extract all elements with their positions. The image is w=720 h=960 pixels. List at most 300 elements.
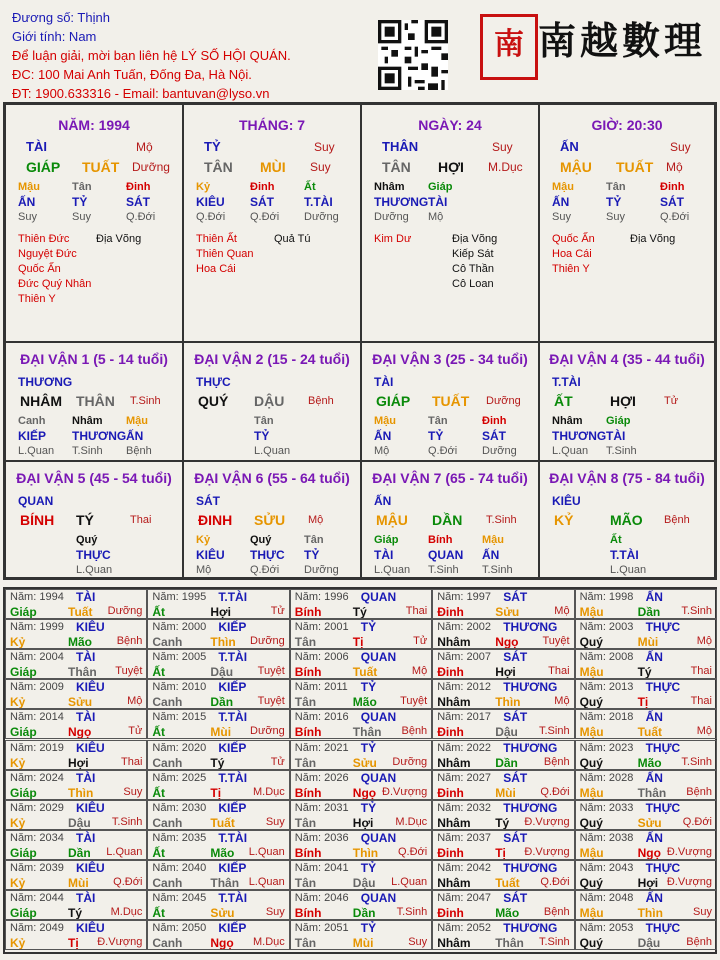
year-can: Bính xyxy=(294,906,322,920)
year-thapthan: TÀI xyxy=(76,590,96,604)
year-chi: Mão xyxy=(68,635,92,650)
star-right: Địa Võng xyxy=(452,233,498,245)
year-label: Năm: 2039 xyxy=(10,861,64,874)
year-label: Năm: 2048 xyxy=(579,892,634,904)
year-cell xyxy=(290,619,432,649)
year-label: Năm: 2026 xyxy=(294,771,349,784)
year-chi: Ngọ xyxy=(68,725,92,740)
year-chi: Tuất xyxy=(68,605,93,619)
year-label: Năm: 2046 xyxy=(294,892,349,904)
year-thapthan: THƯƠNG xyxy=(503,921,558,936)
year-thapthan: TỶ xyxy=(360,921,377,936)
daivan-thapthan: THỰC xyxy=(196,375,231,389)
year-can: Giáp xyxy=(10,605,37,619)
year-label: Năm: 1996 xyxy=(294,591,349,603)
year-thapthan: KIẾP xyxy=(218,860,247,875)
year-chi: Mùi xyxy=(352,936,374,951)
daivan-phase: Tử xyxy=(664,395,679,407)
year-phase: Q.Đới xyxy=(682,815,712,828)
star-left: Thiên Y xyxy=(18,293,56,305)
year-label: Năm: 2014 xyxy=(10,711,64,724)
hidden-thapthan: SÁT xyxy=(660,195,684,209)
year-can: Giáp xyxy=(10,785,37,800)
year-phase: Bệnh xyxy=(116,635,143,648)
hidden-stem: Tân xyxy=(254,415,274,427)
year-cell xyxy=(575,649,717,679)
year-chi: Tý xyxy=(68,906,83,920)
year-chi: Sửu xyxy=(210,906,235,920)
hidden-phase: Suy xyxy=(606,211,625,223)
year-can: Giáp xyxy=(10,906,37,920)
year-cell xyxy=(290,770,432,800)
hidden-thapthan: TÀI xyxy=(428,195,448,209)
hidden-thapthan: THƯƠNG xyxy=(72,429,127,443)
year-thapthan: ẤN xyxy=(645,830,663,845)
year-thapthan: ẤN xyxy=(645,710,663,725)
year-label: Năm: 2031 xyxy=(294,801,349,814)
year-can: Mậu xyxy=(579,665,604,680)
hidden-stem: Nhâm xyxy=(552,415,583,427)
year-cell xyxy=(147,740,289,770)
year-cell xyxy=(5,709,147,739)
contact-note: Để luận giải, mời bạn liên hệ LÝ SỐ HỘI QUÁN. xyxy=(12,48,291,63)
year-chi: Dần xyxy=(352,906,376,920)
year-phase: Mộ xyxy=(696,725,712,738)
year-cell xyxy=(575,709,717,739)
year-chi: Dậu xyxy=(210,665,234,680)
hidden-stem: Mậu xyxy=(18,181,40,193)
year-phase: Bệnh xyxy=(543,755,570,768)
year-thapthan: SÁT xyxy=(503,710,528,725)
year-thapthan: THỰC xyxy=(645,800,681,815)
year-label: Năm: 2033 xyxy=(579,801,634,814)
hidden-phase: Q.Đới xyxy=(250,564,280,576)
hidden-stem: Giáp xyxy=(428,181,453,193)
pillar-cell xyxy=(183,104,361,342)
year-thapthan: KIÊU xyxy=(76,860,105,875)
year-label: Năm: 2040 xyxy=(152,861,207,874)
year-cell xyxy=(147,619,289,649)
year-cell xyxy=(5,920,147,950)
year-can: Ất xyxy=(152,605,166,619)
hidden-phase: Dưỡng xyxy=(482,445,517,457)
pillar-star: Mộ xyxy=(136,140,153,154)
year-label: Năm: 2000 xyxy=(152,621,207,634)
year-phase: Thai xyxy=(690,695,712,708)
year-label: Năm: 2011 xyxy=(294,681,348,694)
hidden-phase: Q.Đới xyxy=(250,211,280,223)
year-phase: T.Sinh xyxy=(681,755,712,768)
star-right: Kiếp Sát xyxy=(452,248,494,260)
year-phase: Đ.Vượng xyxy=(524,815,570,828)
year-chi: Dần xyxy=(495,755,518,770)
pillar-cell xyxy=(5,104,183,342)
year-chi: Tị xyxy=(352,635,364,650)
gender: Giới tính: Nam xyxy=(12,29,97,44)
year-cell xyxy=(147,770,289,800)
year-can: Bính xyxy=(294,665,322,680)
year-chi: Tuất xyxy=(210,815,235,830)
year-chi: Thân xyxy=(352,725,382,740)
year-cell xyxy=(5,800,147,830)
year-cell xyxy=(575,860,717,890)
year-thapthan: TÀI xyxy=(76,891,96,905)
year-thapthan: THỰC xyxy=(645,620,681,635)
year-thapthan: TÀI xyxy=(76,770,96,785)
hidden-thapthan: T.TÀI xyxy=(304,195,333,209)
year-label: Năm: 2037 xyxy=(437,831,491,844)
pillar-phase: M.Dục xyxy=(488,160,523,174)
year-phase: Tuyệt xyxy=(542,635,570,648)
year-phase: Q.Đới xyxy=(540,785,570,798)
year-chi: Mùi xyxy=(68,875,89,890)
year-chi: Tý xyxy=(210,755,225,770)
hidden-stem: Bính xyxy=(428,534,453,546)
year-cell xyxy=(290,589,432,619)
year-can: Tân xyxy=(294,875,317,890)
daivan-chi: TÝ xyxy=(76,512,94,528)
year-can: Tân xyxy=(294,815,317,830)
year-can: Tân xyxy=(294,695,317,710)
daivan-cell xyxy=(183,461,361,578)
year-label: Năm: 2052 xyxy=(437,922,491,935)
year-phase: M.Dục xyxy=(253,936,285,949)
year-thapthan: T.TÀI xyxy=(218,830,248,845)
daivan-title: ĐẠI VẬN 4 (35 - 44 tuổi) xyxy=(549,351,705,367)
hidden-thapthan: T.TÀI xyxy=(610,548,639,562)
daivan-cell xyxy=(5,342,183,461)
year-thapthan: QUAN xyxy=(360,590,397,604)
year-phase: T.Sinh xyxy=(681,605,712,617)
year-can: Nhâm xyxy=(437,635,471,650)
year-phase: Bệnh xyxy=(401,725,428,738)
daivan-thapthan: THƯƠNG xyxy=(18,375,73,389)
daivan-title: ĐẠI VẬN 1 (5 - 14 tuổi) xyxy=(20,351,168,367)
brand-logo: 南越數理 xyxy=(538,18,707,63)
year-chi: Mùi xyxy=(495,785,516,800)
year-cell xyxy=(147,800,289,830)
year-chi: Thìn xyxy=(495,695,521,710)
year-chi: Mùi xyxy=(210,725,232,740)
year-cell xyxy=(5,830,147,860)
daivan-thapthan: KIÊU xyxy=(552,494,581,508)
year-phase: Thai xyxy=(405,605,428,617)
hidden-phase: T.Sinh xyxy=(72,445,103,457)
year-label: Năm: 1997 xyxy=(437,591,491,603)
daivan-chi: DẬU xyxy=(254,393,285,409)
year-can: Mậu xyxy=(579,906,604,920)
hidden-thapthan: SÁT xyxy=(250,195,274,209)
year-cell xyxy=(432,619,574,649)
star-left: Thiên Đức xyxy=(18,233,70,245)
year-label: Năm: 1998 xyxy=(579,591,634,603)
year-phase: Tuyệt xyxy=(257,695,285,708)
year-label: Năm: 2032 xyxy=(437,801,491,814)
year-can: Bính xyxy=(294,845,322,860)
year-chi: Tuất xyxy=(495,875,520,890)
year-can: Nhâm xyxy=(437,875,471,890)
year-phase: M.Dục xyxy=(253,785,285,798)
year-cell xyxy=(5,890,147,920)
year-phase: Tuyệt xyxy=(400,695,428,708)
year-cell xyxy=(575,830,717,860)
year-phase: T.Sinh xyxy=(111,815,143,828)
daivan-thapthan: QUAN xyxy=(18,494,54,508)
year-label: Năm: 2012 xyxy=(437,681,491,694)
year-chi: Thân xyxy=(495,936,524,951)
year-phase: Thai xyxy=(120,755,143,768)
hidden-stem: Quý xyxy=(76,534,98,546)
hidden-thapthan: QUAN xyxy=(428,548,464,562)
year-thapthan: THƯƠNG xyxy=(503,740,558,755)
star-right: Cô Loan xyxy=(452,278,494,290)
pillar-star: Suy xyxy=(492,140,513,154)
year-can: Quý xyxy=(579,815,603,830)
hidden-phase: L.Quan xyxy=(76,564,113,576)
year-cell xyxy=(432,830,574,860)
hidden-stem: Tân xyxy=(606,181,626,193)
year-phase: L.Quan xyxy=(248,875,285,888)
star-right: Địa Võng xyxy=(630,233,676,245)
year-thapthan: KIÊU xyxy=(76,620,105,635)
seal-stamp: 南 xyxy=(480,14,538,80)
year-can: Quý xyxy=(579,936,603,951)
pillar-chi: MÙI xyxy=(260,159,286,175)
year-can: Đinh xyxy=(437,785,464,800)
hidden-thapthan: ẤN xyxy=(482,548,500,562)
year-cell xyxy=(575,770,717,800)
year-can: Kỷ xyxy=(10,936,26,951)
year-chi: Tuất xyxy=(352,665,378,680)
hidden-stem: Tân xyxy=(72,181,92,193)
daivan-cell xyxy=(361,342,539,461)
year-thapthan: ẤN xyxy=(645,770,663,785)
year-chi: Ngọ xyxy=(210,936,234,951)
year-cell xyxy=(290,649,432,679)
daivan-phase: T.Sinh xyxy=(130,395,161,407)
hidden-stem: Ất xyxy=(304,181,316,193)
year-cell xyxy=(575,920,717,950)
year-thapthan: KIÊU xyxy=(76,680,105,695)
year-chi: Sửu xyxy=(68,695,93,710)
year-can: Quý xyxy=(579,755,603,770)
hidden-stem: Quý xyxy=(250,534,272,546)
year-label: Năm: 2038 xyxy=(579,831,634,844)
year-label: Năm: 2016 xyxy=(294,711,349,724)
star-left: Hoa Cái xyxy=(552,248,592,260)
year-thapthan: KIẾP xyxy=(218,740,247,755)
hidden-thapthan: TỶ xyxy=(428,429,444,443)
year-thapthan: T.TÀI xyxy=(218,710,248,725)
pillar-thapthan: ẤN xyxy=(560,139,579,154)
year-chi: Mùi xyxy=(637,635,659,650)
year-thapthan: THỰC xyxy=(645,740,681,755)
year-cell xyxy=(432,649,574,679)
year-cell xyxy=(147,589,289,619)
pillar-phase: Suy xyxy=(310,160,331,174)
year-chi: Tý xyxy=(352,605,367,619)
year-can: Canh xyxy=(152,815,183,830)
year-phase: Tuyệt xyxy=(257,665,285,678)
year-label: Năm: 2047 xyxy=(437,892,491,904)
daivan-phase: T.Sinh xyxy=(486,514,517,526)
year-can: Mậu xyxy=(579,785,604,800)
hidden-thapthan: TÀI xyxy=(606,429,626,443)
year-can: Kỷ xyxy=(10,755,26,770)
year-can: Ất xyxy=(152,725,166,740)
year-chi: Hợi xyxy=(352,815,374,830)
pillar-star: Suy xyxy=(670,140,691,154)
hidden-thapthan: ẤN xyxy=(18,195,36,209)
year-phase: Tử xyxy=(128,725,143,738)
year-can: Bính xyxy=(294,785,322,800)
hidden-thapthan: THƯƠNG xyxy=(374,195,429,209)
hidden-stem: Đinh xyxy=(250,181,275,193)
year-can: Kỷ xyxy=(10,635,26,650)
year-phase: Mộ xyxy=(411,665,428,678)
year-label: Năm: 2041 xyxy=(294,861,349,874)
year-label: Năm: 2024 xyxy=(10,771,64,784)
daivan-phase: Dưỡng xyxy=(486,395,521,407)
year-label: Năm: 2020 xyxy=(152,741,207,754)
year-chi: Thìn xyxy=(637,906,663,920)
year-label: Năm: 2003 xyxy=(579,621,634,634)
daivan-cell xyxy=(183,342,361,461)
pillar-title: NĂM: 1994 xyxy=(58,117,130,133)
hidden-phase: L.Quan xyxy=(552,445,589,457)
year-thapthan: KIẾP xyxy=(218,620,247,635)
pillar-thapthan: TÀI xyxy=(26,139,47,154)
year-cell xyxy=(290,830,432,860)
hidden-stem: Đinh xyxy=(660,181,685,193)
year-phase: Mộ xyxy=(554,695,570,708)
year-can: Tân xyxy=(294,755,317,770)
year-label: Năm: 2002 xyxy=(437,621,491,634)
year-thapthan: TỶ xyxy=(360,680,377,695)
year-label: Năm: 2025 xyxy=(152,771,207,784)
year-label: Năm: 2035 xyxy=(152,831,207,844)
year-phase: Dưỡng xyxy=(250,725,285,738)
daivan-can: MẬU xyxy=(376,512,408,528)
hidden-thapthan: KIÊU xyxy=(196,195,225,209)
year-cell xyxy=(5,679,147,709)
year-thapthan: QUAN xyxy=(360,710,397,725)
year-cell xyxy=(5,740,147,770)
year-label: Năm: 2009 xyxy=(10,681,64,694)
year-chi: Ngọ xyxy=(637,845,661,860)
year-phase: L.Quan xyxy=(391,875,428,888)
year-label: Năm: 1999 xyxy=(10,621,64,634)
daivan-chi: MÃO xyxy=(610,512,643,528)
hidden-thapthan: ẤN xyxy=(552,195,570,209)
year-phase: Bệnh xyxy=(686,936,712,949)
year-cell xyxy=(5,589,147,619)
year-cell xyxy=(432,709,574,739)
year-phase: T.Sinh xyxy=(539,936,570,949)
year-can: Kỷ xyxy=(10,875,26,890)
daivan-title: ĐẠI VẬN 2 (15 - 24 tuổi) xyxy=(194,351,350,367)
year-cell xyxy=(575,589,717,619)
year-phase: Đ.Vượng xyxy=(382,785,428,798)
year-cell xyxy=(5,770,147,800)
star-left: Thiên Ất xyxy=(196,233,237,245)
year-chi: Dần xyxy=(68,845,91,860)
year-cell xyxy=(147,920,289,950)
address: ĐC: 100 Mai Anh Tuấn, Đống Đa, Hà Nội. xyxy=(12,67,252,82)
year-thapthan: THƯƠNG xyxy=(503,620,558,635)
pillar-chi: HỢI xyxy=(438,159,464,175)
year-label: Năm: 2045 xyxy=(152,892,207,904)
year-cell xyxy=(290,800,432,830)
year-chi: Tý xyxy=(637,665,652,680)
star-left: Quốc Ấn xyxy=(18,263,61,275)
year-cell xyxy=(432,740,574,770)
hidden-thapthan: TỶ xyxy=(254,429,270,443)
year-thapthan: KIẾP xyxy=(218,800,247,815)
year-phase: L.Quan xyxy=(106,845,143,858)
year-label: Năm: 2042 xyxy=(437,861,491,874)
hidden-stem: Canh xyxy=(18,415,46,427)
year-phase: Suy xyxy=(265,906,285,918)
year-label: Năm: 2053 xyxy=(579,922,634,935)
year-can: Canh xyxy=(152,755,183,770)
year-chi: Mão xyxy=(210,845,235,860)
hidden-thapthan: KIÊU xyxy=(196,548,225,562)
hidden-phase: Q.Đới xyxy=(126,211,156,223)
pillar-thapthan: TỶ xyxy=(204,139,221,154)
daivan-can: ẤT xyxy=(554,393,573,409)
year-chi: Thân xyxy=(210,875,240,890)
hidden-thapthan: TỶ xyxy=(304,548,320,562)
year-phase: Đ.Vượng xyxy=(666,875,712,888)
year-thapthan: ẤN xyxy=(645,650,663,665)
year-phase: Bệnh xyxy=(543,906,570,918)
pillar-can: GIÁP xyxy=(26,159,61,175)
year-thapthan: QUAN xyxy=(360,770,397,785)
year-chi: Thìn xyxy=(68,785,94,800)
year-can: Bính xyxy=(294,605,322,619)
pillar-chi: TUẤT xyxy=(616,159,654,175)
daivan-can: ĐINH xyxy=(198,512,233,528)
hidden-phase: Suy xyxy=(72,211,91,223)
year-phase: Bệnh xyxy=(686,785,712,798)
year-phase: T.Sinh xyxy=(539,725,570,738)
year-chi: Dậu xyxy=(637,936,661,951)
hidden-stem: Mậu xyxy=(374,415,396,427)
star-left: Quốc Ấn xyxy=(552,233,595,245)
year-thapthan: TỶ xyxy=(360,740,377,755)
year-phase: Mộ xyxy=(554,605,570,617)
year-chi: Mão xyxy=(352,695,377,710)
daivan-title: ĐẠI VẬN 6 (55 - 64 tuổi) xyxy=(194,470,350,486)
year-can: Mậu xyxy=(579,845,604,860)
year-phase: Q.Đới xyxy=(113,875,143,888)
year-chi: Hợi xyxy=(210,605,231,619)
year-thapthan: TỶ xyxy=(360,860,377,875)
year-label: Năm: 2021 xyxy=(294,741,349,754)
hidden-stem: Tân xyxy=(304,534,324,546)
daivan-thapthan: TÀI xyxy=(374,375,394,389)
year-cell xyxy=(575,800,717,830)
year-thapthan: T.TÀI xyxy=(218,650,248,665)
year-cell xyxy=(432,860,574,890)
year-can: Đinh xyxy=(437,605,464,619)
year-thapthan: SÁT xyxy=(503,590,528,604)
year-phase: Thai xyxy=(690,665,712,678)
year-chi: Hợi xyxy=(68,755,89,770)
daivan-phase: Mộ xyxy=(308,514,324,526)
year-thapthan: ẤN xyxy=(645,590,663,604)
